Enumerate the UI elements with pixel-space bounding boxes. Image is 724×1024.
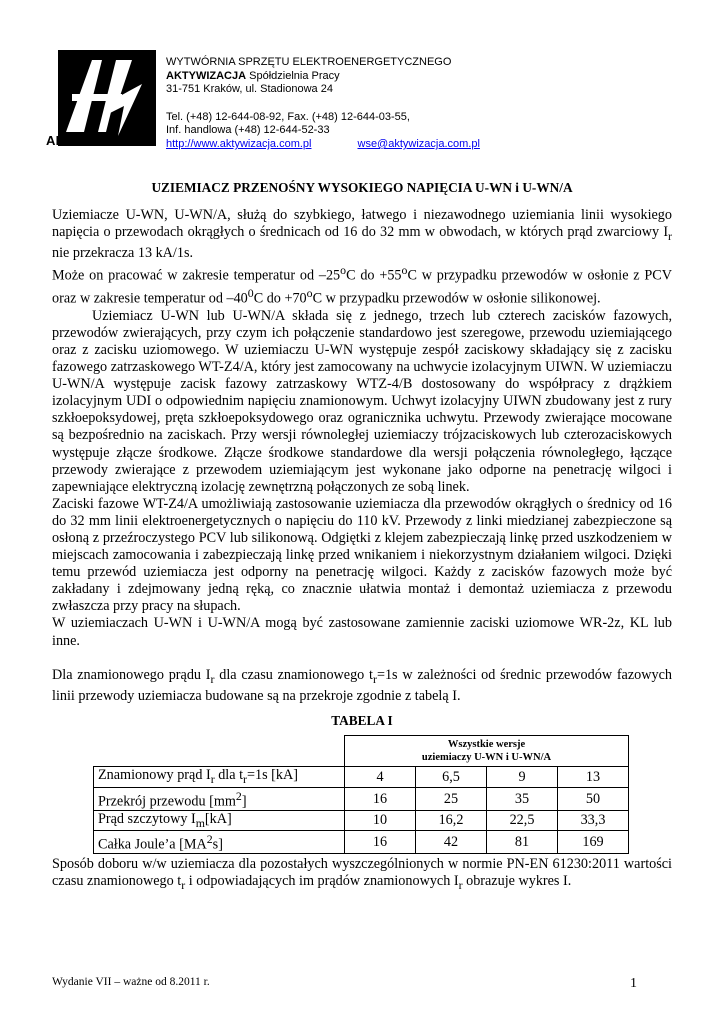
- document-body: [52, 207, 672, 705]
- row-label: Prąd szczytowy $I_m[kA]$: [94, 810, 345, 831]
- table-cell: 22,5: [487, 810, 558, 831]
- table-cell: 50: [558, 787, 629, 810]
- table-cell: 35: [487, 787, 558, 810]
- table-cell: 16,2: [416, 810, 487, 831]
- company-address: 31-751 Kraków, ul. Stadionowa 24: [166, 83, 333, 96]
- table-row: [94, 810, 629, 831]
- company-name: AKTYWIZACJA: [166, 69, 247, 82]
- row-label: Całka Joule’a $[MA^2s]$: [94, 831, 345, 854]
- table-cell: 10: [345, 810, 416, 831]
- paragraph-clamps: Zaciski fazowe WT-Z4/A umożliwiają zastosowanie uziemiacza dla przewodów okrągłych o średnicy od 16 do 32 mm linii elektroenergetycznych o napięciu do 110 kV. Przewody z linki miedzianej zabezpieczone są osłoną z przeźroczystego PCV lub silikonową. Odgiętki z klejem zabezpieczają linkę przed uszkodzeniem w miejscach zamocowania i zabezpieczają linkę przed wnikaniem i niekorzystnym działaniem wilgoci. Dzięki temu przewód uziemiacza jest odporny na penetrację wilgoci. Każdy z zacisków fazowych może być zakładany i zdejmowany jedną ręką, co znacznie ułatwia montaż i demontaż uziemiacza z przewodu zwłaszcza przy pracy na słupach.: [52, 495, 672, 615]
- paragraph-intro: Uziemiacze U-WN, U-WN/A, służą do szybkiego, łatwego i niezawodnego uziemiania linii wysokiego napięcia o przewodach okrągłych o średnicach od 16 do 32 mm w obwodach, w których prąd zwarciowy $I_r$ nie przekracza 13 kA/1s.: [52, 207, 672, 262]
- edition-note: Wydanie VII – ważne od 8.2011 r.: [52, 976, 210, 988]
- paragraph-construction: Uziemiacz U-WN lub U-WN/A składa się z jednego, trzech lub czterech zacisków fazowych, przewodów zwierających, przy czym ich połączenie standardowo jest szeregowe, przewodu uziemiającego oraz z zacisku uziomowego. W uziemiaczu U-WN występuje zespół zaciskowy składający się z zacisku fazowego zatrzaskowego WT-Z4/A, który jest zamocowany na uchwycie izolacyjnym UIWN. W uziemiaczu U-WN/A występuje zacisk fazowy zatrzaskowy WTZ-4/B dostosowany do współpracy z drążkiem izolacyjnym UDI o odpowiednim napięciu znamionowym. Uchwyt izolacyjny UIWN zbudowany jest z rury szkłoepoksydowej, pręta szkłoepoksydowego oraz ogranicznika uchwytu. Przewody zwierające mocowane są bezpośrednio na zaciskach. Przy wersji równoległej uziemiaczy trójzaciskowych lub czterozaciskowych występuje złącze środkowe. Złącze środkowe standardowe dla wersji połączenia równoległego, łączące przewody zwierające z przewodem uziemiającym jest wykonane jako odporne na penetrację wilgoci i zapewniające elektryczną izolację zewnętrzną połączonych ze sobą linek.: [52, 307, 672, 495]
- page-number: 1: [630, 976, 637, 991]
- company-line-2: [166, 70, 480, 84]
- letterhead: [0, 0, 724, 160]
- table-cell: 16: [345, 831, 416, 854]
- logo-wordmark: AKTYWIZACJA: [46, 133, 143, 148]
- company-line-1: WYTWÓRNIA SPRZĘTU ELEKTROENERGETYCZNEGO: [166, 56, 452, 68]
- table-header: Wszystkie wersje uziemiaczy U-WN i U-WN/A: [345, 736, 629, 767]
- table-cell: 13: [558, 767, 629, 788]
- company-links: [166, 138, 480, 152]
- company-phone: Tel. (+48) 12-644-08-92, Fax. (+48) 12-644-03-55,: [166, 110, 410, 123]
- table-header-row: [94, 736, 629, 767]
- table-cell: 33,3: [558, 810, 629, 831]
- table-cell: 4: [345, 767, 416, 788]
- email-link[interactable]: wse@aktywizacja.com.pl: [357, 137, 480, 150]
- company-sales-phone: Inf. handlowa (+48) 12-644-52-33: [166, 124, 330, 137]
- table-row: [94, 767, 629, 788]
- company-logo-icon: [58, 50, 156, 146]
- table-cell: 25: [416, 787, 487, 810]
- row-label: Znamionowy prąd $I_r$ dla $t_r=1s$ [kA]: [94, 767, 345, 788]
- paragraph-earth-clamps: W uziemiaczach U-WN i U-WN/A mogą być zastosowane zamiennie zaciski uziomowe WR-2z, KL lub inne.: [52, 615, 672, 649]
- registered-mark: ®: [149, 50, 156, 60]
- table-cell: 9: [487, 767, 558, 788]
- document-title: UZIEMIACZ PRZENOŚNY WYSOKIEGO NAPIĘCIA U-WN i U-WN/A: [151, 180, 573, 195]
- table-row: [94, 831, 629, 854]
- paragraph-temperature: Może on pracować w zakresie temperatur od –25$^o$C do $+55^oC$ w przypadku przewodów w osłonie z PCV oraz w zakresie temperatur od $-40^0C$ do $+70^oC$ w przypadku przewodów w osłonie silikonowej.: [52, 263, 673, 307]
- company-info: [166, 56, 480, 152]
- table-cell: 42: [416, 831, 487, 854]
- table-row: [94, 787, 629, 810]
- row-label: Przekrój przewodu $[mm^2]$: [94, 787, 345, 810]
- company-type: Spółdzielnia Pracy: [246, 69, 340, 82]
- table-title: TABELA I: [331, 713, 393, 728]
- table-cell: 81: [487, 831, 558, 854]
- table-cell: 6,5: [416, 767, 487, 788]
- table-cell: 16: [345, 787, 416, 810]
- paragraph-table-intro: Dla znamionowego prądu $I_r$ dla czasu znamionowego $t_r=1s$ w zależności od średnic przewodów fazowych linii przewody uziemiacza budowane są na przekroje zgodnie z tabelą I.: [52, 666, 672, 704]
- website-link[interactable]: http://www.aktywizacja.com.pl: [166, 137, 312, 150]
- data-table: [93, 735, 629, 854]
- paragraph-chart-reference: Sposób doboru w/w uziemiacza dla pozostałych wyszczególnionych w normie PN-EN 61230:2011 wartości czasu znamionowego $t_r$ i odpowiadających im prądów znamionowych $I_r$ obrazuje wykres I.: [52, 856, 672, 892]
- table-cell: 169: [558, 831, 629, 854]
